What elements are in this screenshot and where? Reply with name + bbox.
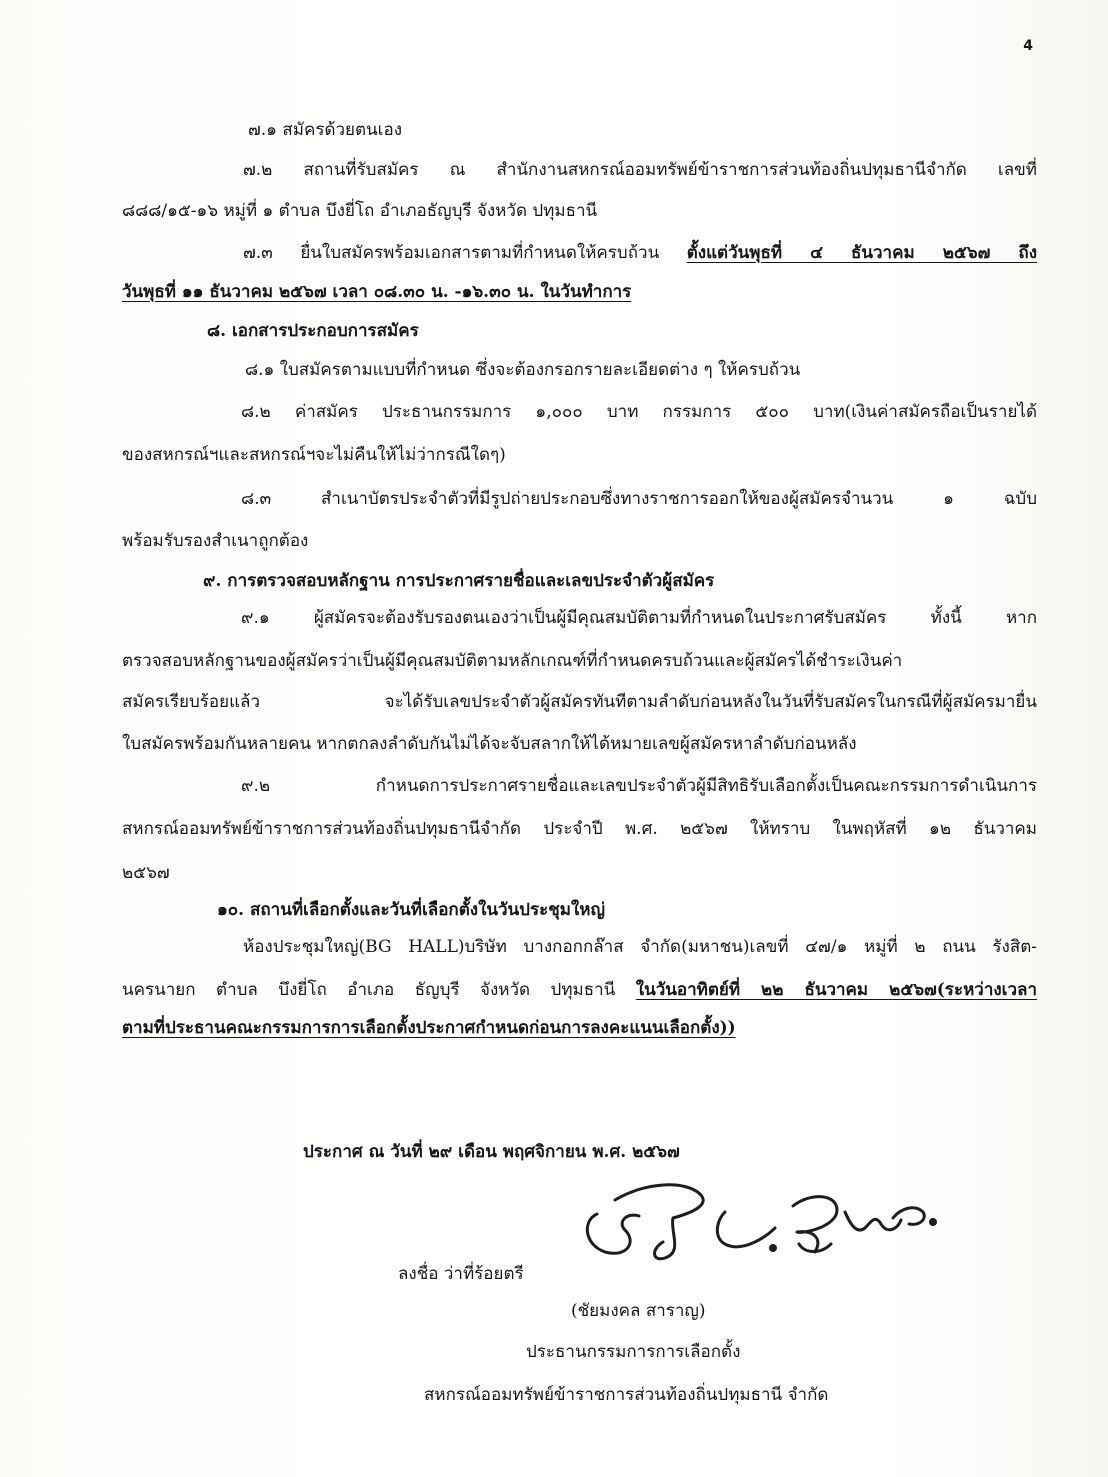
section-10-location-text: นครนายก ตำบล บึงยี่โถ อำเภอ ธัญบุรี จังหวัด ปทุมธานี [122, 980, 636, 1000]
announcement-date: ประกาศ ณ วันที่ ๒๙ เดือน พฤศจิกายน พ.ศ. ๒๕๖๗ [303, 1142, 680, 1162]
item-9-2-line-1: ๙.๒ กำหนดการประกาศรายชื่อและเลขประจำตัวผู้มีสิทธิรับเลือกตั้งเป็นคณะกรรมการดำเนินการ [241, 776, 1037, 796]
item-7-1: ๗.๑ สมัครด้วยตนเอง [248, 120, 402, 140]
item-7-3-date-range: ตั้งแต่วันพุธที่ ๔ ธันวาคม ๒๕๖๗ ถึง [686, 243, 1037, 263]
item-8-1: ๘.๑ ใบสมัครตามแบบที่กำหนด ซึ่งจะต้องกรอกรายละเอียดต่าง ๆ ให้ครบถ้วน [245, 360, 801, 380]
item-9-2-line-2: สหกรณ์ออมทรัพย์ข้าราชการส่วนท้องถิ่นปทุมธานีจำกัด ประจำปี พ.ศ. ๒๕๖๗ ให้ทราบ ในพฤหัสที่ ๑๒ ธันวาคม [122, 819, 1037, 839]
item-9-2-line-3: ๒๕๖๗ [122, 863, 170, 883]
section-10-line-3: ตามที่ประธานคณะกรรมการการเลือกตั้งประกาศกำหนดก่อนการลงคะแนนเลือกตั้ง)) [122, 1018, 736, 1038]
item-8-3-line-2: พร้อมรับรองสำเนาถูกต้อง [122, 531, 309, 551]
section-9-heading: ๙. การตรวจสอบหลักฐาน การประกาศรายชื่อและเลขประจำตัวผู้สมัคร [203, 571, 715, 591]
item-8-3-line-1: ๘.๓ สำเนาบัตรประจำตัวที่มีรูปถ่ายประกอบซึ่งทางราชการออกให้ของผู้สมัครจำนวน ๑ ฉบับ [241, 489, 1037, 509]
section-10-election-date: ในวันอาทิตย์ที่ ๒๒ ธันวาคม ๒๕๖๗(ระหว่างเวลา [635, 980, 1037, 1000]
handwritten-signature [575, 1172, 955, 1267]
section-10-heading: ๑๐. สถานที่เลือกตั้งและวันที่เลือกตั้งในวันประชุมใหญ่ [217, 900, 605, 920]
organization-name: สหกรณ์ออมทรัพย์ข้าราชการส่วนท้องถิ่นปทุมธานี จำกัด [424, 1385, 829, 1405]
item-7-3-line-2: วันพุธที่ ๑๑ ธันวาคม ๒๕๖๗ เวลา ๐๘.๓๐ น. -๑๖.๓๐ น. ในวันทำการ [122, 282, 632, 302]
item-9-1-line-2: ตรวจสอบหลักฐานของผู้สมัครว่าเป็นผู้มีคุณสมบัติตามหลักเกณฑ์ที่กำหนดครบถ้วนและผู้สมัครได้ชำระเงินค่า [122, 651, 903, 671]
section-8-heading: ๘. เอกสารประกอบการสมัคร [207, 321, 419, 341]
item-8-2-line-1: ๘.๒ ค่าสมัคร ประธานกรรมการ ๑,๐๐๐ บาท กรรมการ ๕๐๐ บาท(เงินค่าสมัครถือเป็นรายได้ [241, 402, 1037, 422]
item-7-2-line-1: ๗.๒ สถานที่รับสมัคร ณ สำนักงานสหกรณ์ออมทรัพย์ข้าราชการส่วนท้องถิ่นปทุมธานีจำกัด เลขที่ [243, 160, 1037, 180]
item-9-1-line-4: ใบสมัครพร้อมกันหลายคน หากตกลงลำดับกันไม่ได้จะจับสลากให้ได้หมายเลขผู้สมัครหาลำดับก่อนหลัง [122, 734, 857, 754]
item-9-1-line-1: ๙.๑ ผู้สมัครจะต้องรับรองตนเองว่าเป็นผู้มีคุณสมบัติตามที่กำหนดในประกาศรับสมัคร ทั้งนี้ หาก [241, 608, 1037, 628]
section-10-line-1: ห้องประชุมใหญ่(BG HALL)บริษัท บางกอกกล๊าส จำกัด(มหาชน)เลขที่ ๔๗/๑ หมู่ที่ ๒ ถนน รังสิต- [243, 937, 1037, 957]
page-number: 4 [1023, 38, 1033, 54]
item-7-2-line-2: ๘๘๘/๑๕-๑๖ หมู่ที่ ๑ ตำบล บึงยี่โถ อำเภอธัญบุรี จังหวัด ปทุมธานี [122, 201, 598, 221]
item-8-2-line-2: ของสหกรณ์ฯและสหกรณ์ฯจะไม่คืนให้ไม่ว่ากรณีใดๆ) [122, 445, 506, 465]
signatory-name: (ชัยมงคล สาราญ) [571, 1301, 706, 1321]
signatory-position: ประธานกรรมการการเลือกตั้ง [526, 1342, 741, 1362]
signed-by-label: ลงชื่อ ว่าที่ร้อยตรี [398, 1264, 524, 1284]
item-7-3-line-1 [243, 238, 1037, 268]
section-10-line-2 [122, 975, 1037, 1005]
item-7-3-text: ๗.๓ ยื่นใบสมัครพร้อมเอกสารตามที่กำหนดให้ครบถ้วน [243, 243, 687, 263]
item-9-1-line-3: สมัครเรียบร้อยแล้ว จะได้รับเลขประจำตัวผู้สมัครทันทีตามลำดับก่อนหลังในวันที่รับสมัครในกรณีที่ผู้สมัครมายื่น [122, 692, 1037, 712]
